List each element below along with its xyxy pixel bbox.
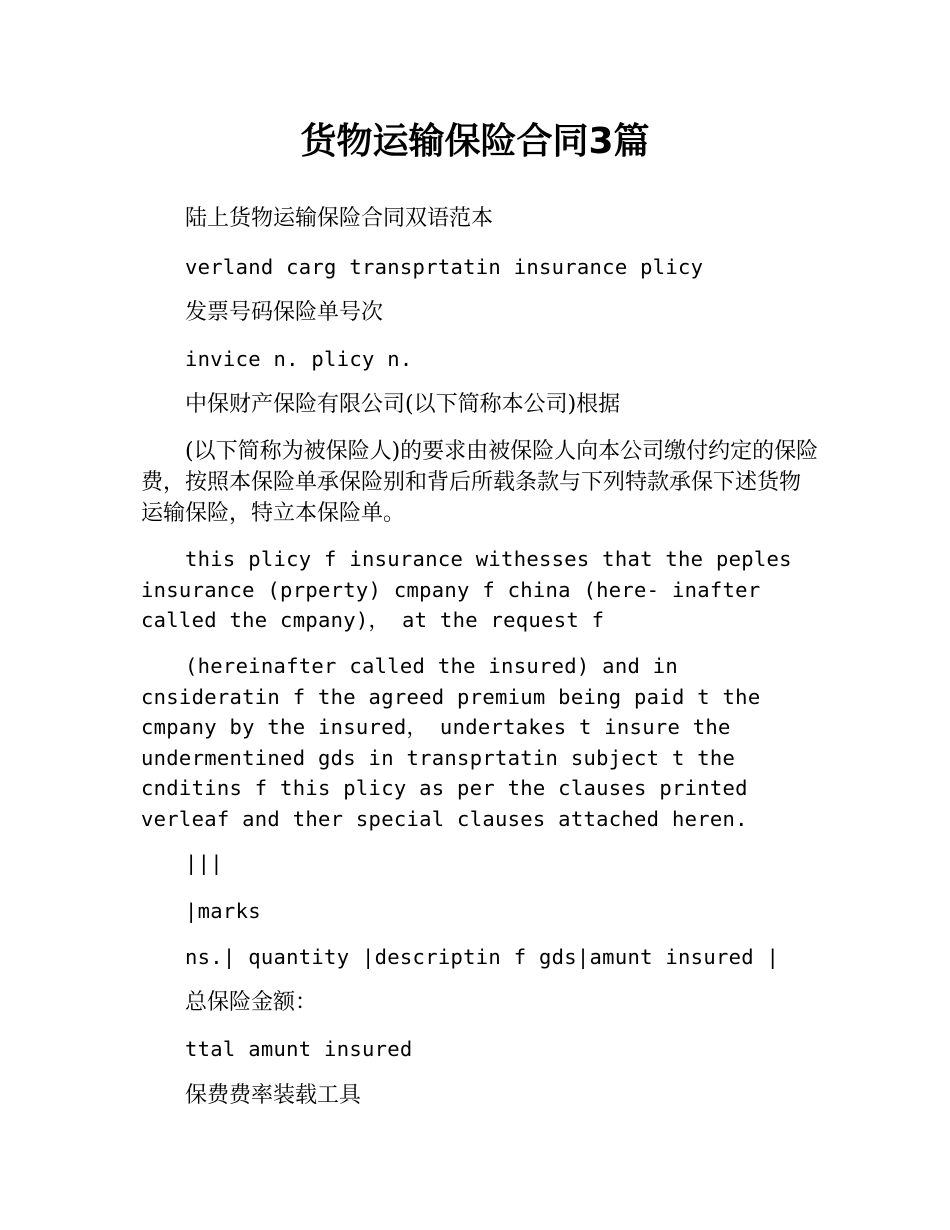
paragraph-company-intro-cn: 中保财产保险有限公司(以下简称本公司)根据 [185,392,621,417]
paragraph-insured-undertakes-en: (hereinafter called the insured) and in cnsideratin f the agreed premium being paid t the cmpany by the insured， undertakes t insure the undermentined gds in transprtatin subject t the cnditins f this plicy as per the clauses printed verleaf and ther special clauses attached heren. [141,654,761,831]
document-title: 货物运输保险合同3篇 [300,121,650,162]
paragraph-heading-bilingual-sample: 陆上货物运输保险合同双语范本 [185,206,494,231]
paragraph-table-header: ns.| quantity |descriptin f gds|amunt insured | [185,945,780,969]
paragraph-invoice-no-cn: 发票号码保险单号次 [185,300,384,325]
paragraph-table-border: ||| [185,851,223,875]
paragraph-policy-witness-en: this plicy f insurance withesses that the peples insurance (prperty) cmpany f china (here- inafter called the cmpany)， at the request f [141,547,792,632]
paragraph-policy-title-en: verland carg transprtatin insurance plicy [185,255,704,279]
paragraph-insured-request-cn: (以下简称为被保险人)的要求由被保险人向本公司缴付约定的保险费，按照本保险单承保险别和背后所载条款与下列特款承保下述货物运输保险，特立本保险单。 [141,439,819,526]
paragraph-premium-rate-cn: 保费费率装载工具 [185,1083,362,1108]
paragraph-total-amount-en: ttal amunt insured [185,1037,413,1061]
paragraph-invoice-no-en: invice n. plicy n. [185,347,413,371]
paragraph-total-amount-cn: 总保险金额： [185,990,318,1015]
paragraph-table-marks: |marks [185,899,261,923]
